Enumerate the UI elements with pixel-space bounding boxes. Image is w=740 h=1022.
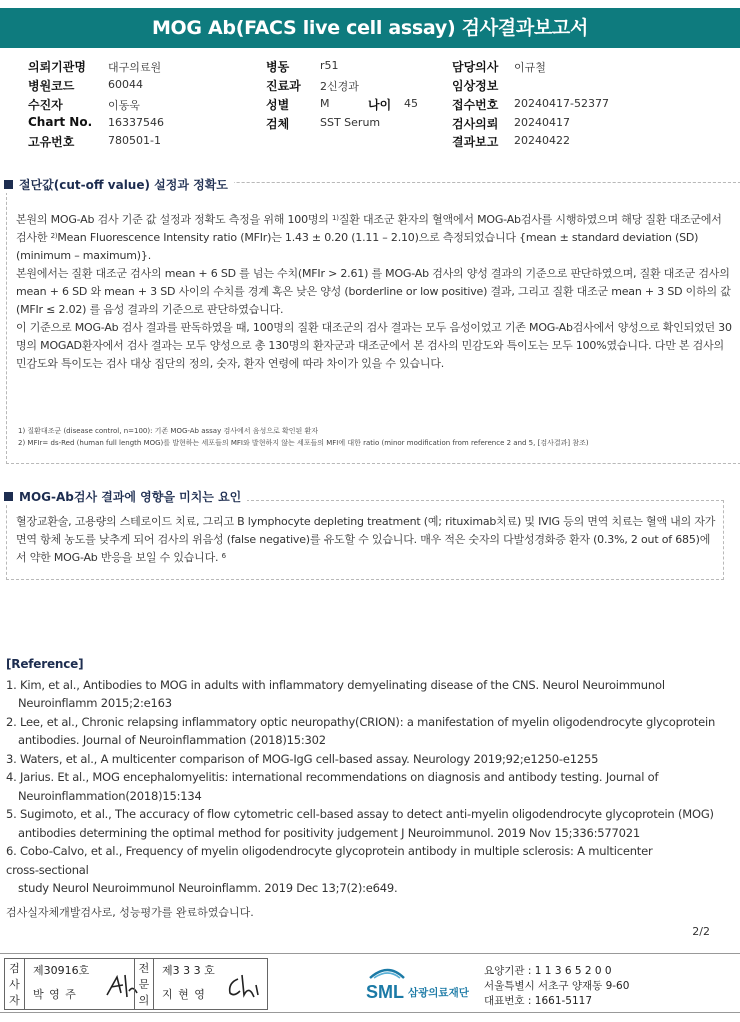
reference-item: 6. Cobo-Calvo, et al., Frequency of myelin oligodendrocyte glycoprotein antibody in multiple sclerosis: A multicenter cross-sectional study Neurol Neuroimmunol Neuroinflamm. 2019 Dec 13;7(2):e649.	[6, 844, 653, 895]
page-number: 2/2	[692, 925, 710, 938]
label-requesting-institution: 의뢰기관명	[28, 60, 86, 74]
examiner-label: 검 사 자	[5, 959, 25, 1009]
label-chart-no: Chart No.	[28, 115, 93, 129]
label-patient: 수진자	[28, 98, 63, 112]
sml-logo	[366, 964, 476, 1008]
section2-title: MOG-Ab검사 결과에 영향을 미치는 요인	[19, 490, 242, 504]
completion-note: 검사실자체개발검사로, 성능평가를 완료하였습니다.	[6, 906, 254, 919]
label-physician: 담당의사	[452, 60, 499, 74]
label-specimen: 검체	[266, 117, 290, 131]
label-hospital-code: 병원코드	[28, 79, 75, 93]
square-bullet-icon	[4, 492, 13, 501]
references	[6, 655, 734, 898]
org-contact	[484, 964, 629, 1009]
section2-paragraph-1: 혈장교환술, 고용량의 스테로이드 치료, 그리고 B lymphocyte depleting treatment (예; rituximab치료) 및 IVIG 등의 면역 치료는 혈액 내의 자가면역 항체 농도를 낮추게 되어 검사의 위음성 (false negative)를 유도할 수 있습니다. 매우 적은 숫자의 다발성경화증 환자 (0.3%, 2 out of 685)에서 약한 MOG-Ab 반응을 보일 수 있습니다. $^6$	[16, 515, 716, 564]
physician-label: 전 문 의	[134, 959, 154, 1009]
value-hospital-code: 60044	[108, 78, 143, 91]
section1-paragraph-2: 본원에서는 질환 대조군 검사의 mean + 6 SD 를 넘는 수치(MFIr > 2.61) 를 MOG-Ab 검사의 양성 결과의 기준으로 판단하였으며, 질환 대조군 검사의 mean + 6 SD 와 mean + 3 SD 사이의 수치를 경계 혹은 낮은 양성 (borderline or low positive) 결과, 그리고 질환 대조군 mean + 3 SD 이하의 값 (MFIr ≤ 2.02) 를 음성 결과의 기준으로 판단하였습니다.	[16, 267, 731, 316]
footnote-1: 1) 질환대조군 (disease control, n=100): 기존 MOG-Ab assay 검사에서 음성으로 확인된 환자	[18, 427, 319, 435]
org-line-1: 요양기관 : 1 1 3 6 5 2 0 0	[484, 965, 612, 977]
value-unique-id: 780501-1	[108, 134, 161, 147]
section2-body	[16, 513, 716, 567]
label-clinical-info: 임상정보	[452, 79, 499, 93]
label-ward: 병동	[266, 60, 290, 74]
reference-item: 3. Waters, et al., A multicenter comparison of MOG-IgG cell-based assay. Neurology 2019;92;e1250-e1255	[6, 751, 599, 766]
value-sex: M	[320, 97, 330, 110]
label-unique-id: 고유번호	[28, 135, 75, 149]
physician-signature-box	[134, 958, 268, 1010]
section1-body	[16, 211, 732, 373]
org-line-3: 대표번호 : 1661-5117	[484, 995, 593, 1007]
value-patient: 이동욱	[108, 99, 140, 112]
section1-paragraph-1: 본원의 MOG-Ab 검사 기준 값 설정과 정확도 측정을 위해 100명의 $^{1)}$질환 대조군 환자의 혈액에서 MOG-Ab검사를 시행하였으며 해당 질환 대조군에서 검사한 $^{2)}$Mean Fluorescence Intensity ratio (MFIr)는 1.43 ± 0.20 (1.11 – 2.10)으로 측정되었습니다 {mean ± standard deviation (SD) (minimum – maximum)}.	[16, 213, 722, 262]
physician-license: 제3 3 3 호	[162, 964, 215, 977]
label-test-request: 검사의뢰	[452, 117, 499, 131]
footnote-2: 2) MFIr= ds-Red (human full length MOG)를 발현하는 세포들의 MFI와 발현하지 않는 세포들의 MFI에 대한 ratio (minor modification from reference 2 and 5, [검사결과] 참조)	[18, 439, 589, 447]
label-age: 나이	[368, 98, 392, 112]
value-result-report: 20240422	[514, 134, 570, 147]
examiner-name: 박 영 주	[33, 988, 77, 1001]
value-age: 45	[404, 97, 418, 110]
label-sex: 성별	[266, 98, 290, 112]
report-footer	[0, 953, 740, 1013]
org-name: 삼광의료재단	[408, 987, 469, 999]
section2-heading	[4, 488, 247, 505]
reference-item: 2. Lee, et al., Chronic relapsing inflammatory optic neuropathy(CRION): a manifestation of myelin oligodendrocyte glycoprotein antibodies. Journal of Neuroinflammation (2018)15:302	[6, 714, 716, 747]
value-specimen: SST Serum	[320, 116, 381, 129]
label-result-report: 결과보고	[452, 135, 499, 149]
sml-logo-icon	[366, 964, 476, 1004]
label-receipt-no: 접수번호	[452, 98, 499, 112]
value-requesting-institution: 대구의료원	[108, 61, 162, 74]
report-title: MOG Ab(FACS live cell assay) 검사결과보고서	[0, 8, 740, 48]
physician-signature	[224, 971, 264, 1001]
section1-footnotes	[18, 425, 734, 449]
section1-paragraph-3: 이 기준으로 MOG-Ab 검사 결과를 판독하였을 때, 100명의 질환 대조군의 검사 결과는 모두 음성이었고 기존 MOG-Ab검사에서 양성으로 확인되었던 30명의 MOGAD환자에서 검사 결과는 모두 양성으로 총 130명의 환자군과 대조군에서 본 검사의 민감도와 특이도는 모두 100%였습니다. 다만 본 검사의 민감도와 특이도는 검사 대상 집단의 정의, 숫자, 환자 연령에 따라 차이가 있을 수 있습니다.	[16, 321, 732, 370]
value-physician: 이규철	[514, 61, 546, 74]
references-heading: [Reference]	[6, 657, 84, 671]
reference-item: 5. Sugimoto, et al., The accuracy of flow cytometric cell-based assay to detect anti-myelin oligodendrocyte glycoprotein (MOG) antibodies determining the optimal method for positivity judgement J Neuroimmunol. 2019 Nov 15;336:577021	[6, 807, 714, 840]
section1-heading	[4, 176, 234, 193]
value-receipt-no: 20240417-52377	[514, 97, 609, 110]
section1-title: 절단값(cut-off value) 설정과 정확도	[19, 178, 228, 192]
square-bullet-icon	[4, 180, 13, 189]
value-ward: r51	[320, 59, 339, 72]
label-department: 진료과	[266, 79, 301, 93]
examiner-license: 제30916호	[33, 964, 90, 977]
examiner-signature-box	[4, 958, 154, 1010]
logo-text: SML	[366, 982, 404, 1002]
value-chart-no: 16337546	[108, 116, 164, 129]
org-line-2: 서울특별시 서초구 양재동 9-60	[484, 980, 630, 992]
physician-name: 지 현 영	[162, 988, 206, 1001]
reference-item: 1. Kim, et al., Antibodies to MOG in adults with inflammatory demyelinating disease of the CNS. Neurol Neuroimmunol Neuroinflamm 2015;2:e163	[6, 677, 665, 710]
reference-item: 4. Jarius. Et al., MOG encephalomyelitis: international recommendations on diagnosis and antibody testing. Journal of Neuroinflammation(2018)15:134	[6, 770, 659, 803]
value-test-request: 20240417	[514, 116, 570, 129]
value-department: 2신경과	[320, 80, 359, 93]
